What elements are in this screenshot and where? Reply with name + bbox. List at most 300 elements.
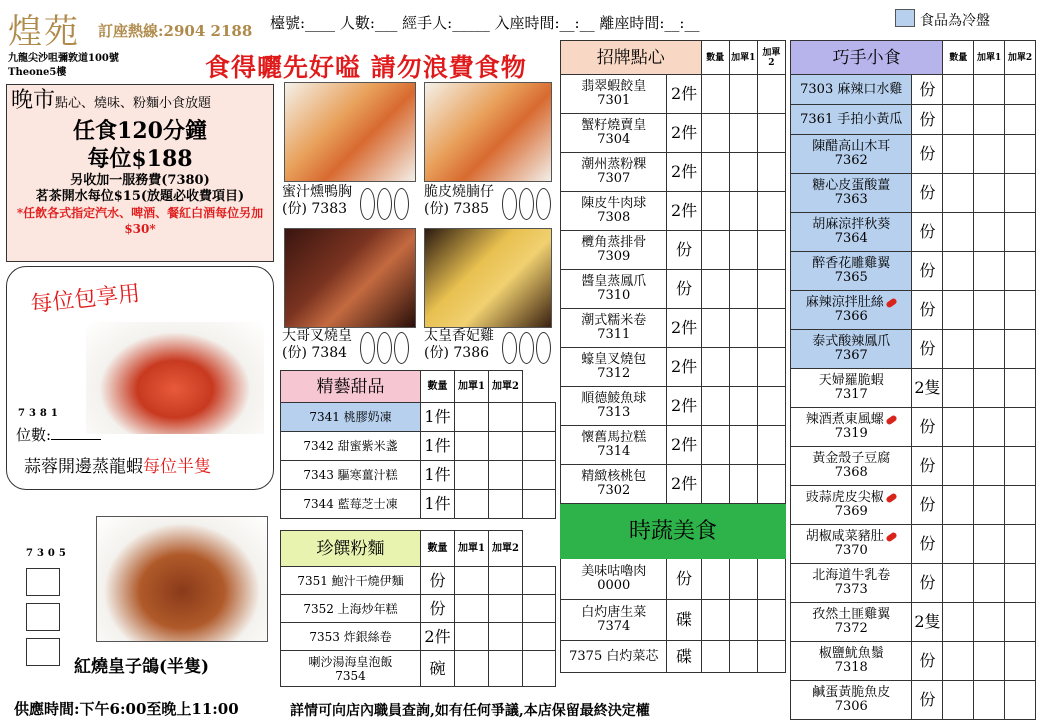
buffet-pricing-box: 晚市點心、燒味、粉麵小食放題 任食120分鐘 每位$188 另收加一服務費(7380) 茗茶開水每位$15(放題必收費項目) *任飲各式指定汽水、啤酒、餐紅白酒每位另加$30* — [6, 84, 274, 262]
pigeon-qty-box-1[interactable] — [26, 568, 60, 596]
snack-item-name: 豉蒜虎皮尖椒 7369 — [791, 486, 912, 525]
veg-row — [561, 641, 786, 673]
bbq-name: 蜜汁燻鴨胸 — [282, 184, 352, 200]
qty-cell[interactable] — [701, 348, 729, 387]
qty-cell[interactable] — [1005, 564, 1036, 603]
qty-cell[interactable] — [1005, 213, 1036, 252]
signature-item-code: 7304 — [597, 132, 631, 147]
restaurant-address: 九龍尖沙咀彌敦道100號 Theone5樓 — [8, 53, 119, 78]
bbq-caption — [424, 184, 494, 218]
qty-cell[interactable] — [523, 490, 556, 519]
veg-item-name: 7375 白灼菜芯 — [561, 641, 667, 673]
signature-item-name: 翡翠蝦餃皇 7301 — [561, 75, 667, 114]
snack-item-name: 7361 手拍小黃瓜 — [791, 105, 912, 135]
dessert-row — [281, 403, 556, 432]
dessert-row — [281, 490, 556, 519]
qty-cell[interactable] — [943, 564, 974, 603]
bbq-code: (份) 7386 — [424, 345, 490, 361]
snack-item-name: 7303 麻辣口水雞 — [791, 75, 912, 105]
qty-cell[interactable] — [974, 525, 1005, 564]
signature-item-unit: 份 — [667, 270, 701, 309]
bbq-qty-oval[interactable] — [394, 188, 409, 220]
bbq-name: 脆皮燒腩仔 — [424, 184, 494, 200]
qty-cell[interactable] — [455, 651, 489, 687]
qty-cell[interactable] — [943, 105, 974, 135]
signature-item-code: 7311 — [597, 327, 631, 342]
signature-item-unit: 份 — [667, 231, 701, 270]
signature-item-code: 7310 — [597, 288, 631, 303]
qty-cell[interactable] — [1005, 252, 1036, 291]
signature-item-unit: 2件 — [667, 114, 701, 153]
snack-item-code: 7368 — [834, 465, 868, 480]
qty-cell[interactable] — [943, 603, 974, 642]
qty-cell[interactable] — [1005, 330, 1036, 369]
restaurant-logo: 煌苑 — [8, 12, 80, 52]
qty-cell[interactable] — [974, 174, 1005, 213]
veg-item-code: 7374 — [597, 619, 631, 634]
pigeon-code: 7305 — [26, 548, 70, 559]
booking-hotline: 訂座熱線:2904 2188 — [98, 22, 253, 40]
qty-cell[interactable] — [455, 461, 489, 490]
signature-item-name: 蟹籽燒賣皇 7304 — [561, 114, 667, 153]
qty-cell[interactable] — [943, 330, 974, 369]
snack-row — [791, 603, 1036, 642]
snack-item-code: 7366 — [834, 309, 868, 324]
dessert-item-name: 7341 桃膠奶凍 — [281, 403, 421, 432]
qty-cell[interactable] — [729, 153, 757, 192]
snack-item-unit: 份 — [912, 330, 943, 369]
qty-cell[interactable] — [974, 135, 1005, 174]
snack-item-name: 麻辣涼拌肚絲 7366 — [791, 291, 912, 330]
qty-cell[interactable] — [701, 600, 729, 641]
lobster-desc: 蒜蓉開邊蒸龍蝦每位半隻 — [24, 457, 211, 477]
qty-cell[interactable] — [974, 291, 1005, 330]
buffet-price: 每位$188 — [87, 146, 193, 172]
signature-item-code: 7301 — [597, 93, 631, 108]
veg-row — [561, 559, 786, 600]
qty-cell[interactable] — [943, 135, 974, 174]
qty-cell[interactable] — [489, 461, 523, 490]
veg-item-unit: 碟 — [667, 641, 701, 673]
qty-cell[interactable] — [757, 75, 785, 114]
qty-cell[interactable] — [757, 600, 785, 641]
qty-cell[interactable] — [701, 387, 729, 426]
qty-cell[interactable] — [943, 408, 974, 447]
dessert-item-unit: 1件 — [421, 490, 455, 519]
chili-icon — [885, 531, 897, 542]
qty-cell[interactable] — [974, 681, 1005, 720]
chili-icon — [885, 492, 897, 503]
noodle-item-code: 7354 — [335, 668, 366, 683]
qty-cell[interactable] — [757, 559, 785, 600]
qty-cell[interactable] — [1005, 642, 1036, 681]
qty-cell[interactable] — [1005, 174, 1036, 213]
bbq-photo-charsiu — [284, 228, 416, 328]
signature-item-name: 潮州蒸粉粿 7307 — [561, 153, 667, 192]
snack-item-unit: 份 — [912, 252, 943, 291]
noodle-item-name: 7353 炸銀絲卷 — [281, 623, 421, 651]
snack-item-name: 胡椒咸菜豬肚 7370 — [791, 525, 912, 564]
qty-cell[interactable] — [489, 490, 523, 519]
qty-cell[interactable] — [943, 213, 974, 252]
lobster-title: 每位包享用 — [29, 281, 142, 318]
snack-item-code: 7306 — [834, 699, 868, 714]
signature-row — [561, 270, 786, 309]
snack-item-name: 椒鹽魷魚鬚 7318 — [791, 642, 912, 681]
qty-cell[interactable] — [757, 309, 785, 348]
snack-item-unit: 2隻 — [912, 369, 943, 408]
qty-cell[interactable] — [974, 369, 1005, 408]
snack-item-unit: 份 — [912, 174, 943, 213]
dessert-item-name: 7342 甜蜜紫米盞 — [281, 432, 421, 461]
bbq-photo-duck — [284, 82, 416, 182]
qty-cell[interactable] — [729, 559, 757, 600]
qty-cell[interactable] — [1005, 525, 1036, 564]
qty-cell[interactable] — [943, 486, 974, 525]
snack-item-unit: 份 — [912, 213, 943, 252]
qty-cell[interactable] — [974, 603, 1005, 642]
qty-cell[interactable] — [729, 114, 757, 153]
qty-cell[interactable] — [523, 403, 556, 432]
snack-item-unit: 2隻 — [912, 603, 943, 642]
bbq-name: 大哥叉燒皇 — [282, 328, 352, 344]
snack-item-code: 7372 — [834, 621, 868, 636]
snack-item-unit: 份 — [912, 564, 943, 603]
qty-cell[interactable] — [757, 153, 785, 192]
signature-row — [561, 75, 786, 114]
snack-row — [791, 174, 1036, 213]
snack-item-unit: 份 — [912, 105, 943, 135]
snack-item-name: 胡麻涼拌秋葵 7364 — [791, 213, 912, 252]
signature-row — [561, 231, 786, 270]
qty-cell[interactable] — [701, 465, 729, 504]
qty-cell[interactable] — [729, 192, 757, 231]
bbq-code: (份) 7384 — [282, 345, 348, 361]
bbq-qty-oval[interactable] — [519, 332, 534, 364]
dessert-item-unit: 1件 — [421, 461, 455, 490]
qty-cell[interactable] — [523, 595, 556, 623]
signature-item-unit: 2件 — [667, 387, 701, 426]
qty-cell[interactable] — [523, 651, 556, 687]
noodle-title: 珍饌粉麵 — [281, 531, 421, 567]
dessert-item-name: 7344 藍莓芝士凍 — [281, 490, 421, 519]
bbq-qty-oval[interactable] — [536, 188, 551, 220]
qty-cell[interactable] — [729, 348, 757, 387]
bbq-qty-oval[interactable] — [502, 188, 517, 220]
qty-cell[interactable] — [489, 651, 523, 687]
signature-row — [561, 387, 786, 426]
snack-row — [791, 447, 1036, 486]
snack-item-name: 陳醋高山木耳 7362 — [791, 135, 912, 174]
qty-cell[interactable] — [757, 114, 785, 153]
qty-cell[interactable] — [943, 174, 974, 213]
qty-cell[interactable] — [701, 559, 729, 600]
signature-item-name: 懷舊馬拉糕 7314 — [561, 426, 667, 465]
signature-item-unit: 2件 — [667, 309, 701, 348]
bbq-caption — [424, 328, 494, 362]
qty-cell[interactable] — [943, 291, 974, 330]
qty-cell[interactable] — [757, 426, 785, 465]
noodle-item-name: 7351 鮑汁干燒伊麵 — [281, 567, 421, 595]
snack-row — [791, 681, 1036, 720]
signature-item-code: 7309 — [597, 249, 631, 264]
dessert-item-unit: 1件 — [421, 432, 455, 461]
pigeon-photo — [96, 516, 268, 642]
veg-item-unit: 碟 — [667, 600, 701, 641]
snack-item-name: 孜然土匪雞翼 7372 — [791, 603, 912, 642]
qty-cell[interactable] — [1005, 486, 1036, 525]
qty-cell[interactable] — [974, 105, 1005, 135]
snack-item-code: 7318 — [834, 660, 868, 675]
qty-cell[interactable] — [974, 486, 1005, 525]
signature-item-name: 精緻核桃包 7302 — [561, 465, 667, 504]
snack-item-code: 7317 — [834, 387, 868, 402]
supply-hours: 供應時間:下午6:00至晚上11:00 — [14, 700, 239, 718]
qty-cell[interactable] — [974, 213, 1005, 252]
qty-cell[interactable] — [757, 641, 785, 673]
qty-cell[interactable] — [701, 231, 729, 270]
dessert-table: 精藝甜品 數量 加單1 加單2 7341 桃膠奶凍 1件 7342 甜蜜紫米盞 1件 7343 驅寒薑汁糕 1件 7344 藍莓芝士凍 1件 — [280, 370, 556, 519]
signature-item-code: 7312 — [597, 366, 631, 381]
snack-item-name: 北海道牛乳卷 7373 — [791, 564, 912, 603]
qty-cell[interactable] — [1005, 681, 1036, 720]
buffet-duration: 任食120分鐘 — [73, 118, 207, 144]
signature-item-unit: 2件 — [667, 153, 701, 192]
signature-item-unit: 2件 — [667, 75, 701, 114]
qty-cell[interactable] — [1005, 105, 1036, 135]
qty-cell[interactable] — [455, 490, 489, 519]
qty-cell[interactable] — [757, 387, 785, 426]
bbq-qty-oval[interactable] — [377, 188, 392, 220]
bbq-qty-oval[interactable] — [360, 332, 375, 364]
qty-cell[interactable] — [943, 642, 974, 681]
snack-row — [791, 330, 1036, 369]
qty-cell[interactable] — [729, 270, 757, 309]
snack-row — [791, 408, 1036, 447]
qty-cell[interactable] — [701, 114, 729, 153]
signature-table: 招牌點心 數量 加單1 加單 2 翡翠蝦餃皇 7301 2件 蟹籽燒賣皇 7304 2件 潮州蒸粉粿 7307 2件 陳皮牛肉球 7308 2件 欖角蒸排骨 7309 份 醬皇蒸鳳爪 7310 份 潮式糯米卷 7311 2件 蠔皇叉燒包 7312 2件 順德鯪魚球 7313 2件 懷舊馬拉糕 7314 2件 精緻核桃包 7302 2件 — [560, 40, 786, 504]
qty-cell[interactable] — [729, 75, 757, 114]
qty-cell[interactable] — [757, 192, 785, 231]
qty-cell[interactable] — [455, 432, 489, 461]
bbq-qty-oval[interactable] — [502, 332, 517, 364]
veg-item-name: 美味咕嚕肉 0000 — [561, 559, 667, 600]
footer-note: 詳情可向店內職員查詢,如有任何爭議,本店保留最終決定權 — [290, 703, 650, 719]
qty-cell[interactable] — [729, 309, 757, 348]
bbq-code: (份) 7385 — [424, 201, 490, 217]
snack-item-code: 7369 — [834, 504, 868, 519]
snack-item-code: 7367 — [834, 348, 868, 363]
snack-item-unit: 份 — [912, 408, 943, 447]
qty-cell[interactable] — [729, 465, 757, 504]
pigeon-qty-box-2[interactable] — [26, 603, 60, 631]
qty-cell[interactable] — [701, 75, 729, 114]
signature-row — [561, 348, 786, 387]
snack-row — [791, 135, 1036, 174]
snacks-title: 巧手小食 — [791, 41, 943, 75]
qty-cell[interactable] — [757, 270, 785, 309]
qty-cell[interactable] — [974, 75, 1005, 105]
qty-cell[interactable] — [1005, 447, 1036, 486]
lobster-photo — [86, 322, 264, 434]
qty-cell[interactable] — [974, 408, 1005, 447]
signature-item-name: 潮式糯米卷 7311 — [561, 309, 667, 348]
qty-cell[interactable] — [523, 432, 556, 461]
qty-cell[interactable] — [701, 426, 729, 465]
bbq-qty-oval[interactable] — [377, 332, 392, 364]
qty-cell[interactable] — [1005, 75, 1036, 105]
qty-cell[interactable] — [757, 231, 785, 270]
snack-item-unit: 份 — [912, 525, 943, 564]
qty-cell[interactable] — [974, 642, 1005, 681]
snack-item-unit: 份 — [912, 681, 943, 720]
signature-item-code: 7308 — [597, 210, 631, 225]
signature-row — [561, 309, 786, 348]
qty-cell[interactable] — [1005, 135, 1036, 174]
signature-item-code: 7314 — [597, 444, 631, 459]
signature-item-unit: 2件 — [667, 348, 701, 387]
order-info-fields[interactable]: 檯號:____ 人數:___ 經手人:_____ 入座時間:__:__ 離座時間:__:__ — [270, 14, 700, 32]
snack-item-name: 泰式酸辣鳳爪 7367 — [791, 330, 912, 369]
slogan: 食得曬先好嗌 請勿浪費食物 — [205, 53, 527, 82]
qty-cell[interactable] — [943, 75, 974, 105]
snack-row — [791, 486, 1036, 525]
dessert-title: 精藝甜品 — [281, 371, 421, 403]
qty-cell[interactable] — [701, 309, 729, 348]
snack-row — [791, 213, 1036, 252]
qty-cell[interactable] — [1005, 408, 1036, 447]
snacks-table: 巧手小食 數量 加單1 加單2 7303 麻辣口水雞 份 7361 手拍小黃瓜 份 陳醋高山木耳 7362 份 糖心皮蛋酸薑 7363 份 胡麻涼拌秋葵 7364 份 醉香花雕雞翼 7365 份 麻辣涼拌肚絲 7366 份 泰式酸辣鳳爪 7367 份 天婦羅脆蝦 7317 2隻 辣酒煮東風螺 7319 份 黃金殼子豆腐 7368 份 豉蒜虎皮尖椒 7369 份 胡椒咸菜豬肚 7370 份 北海道牛乳卷 7373 份 孜然土匪雞翼 7372 2隻 椒鹽魷魚鬚 7318 份 鹹蛋黃脆魚皮 7306 份 — [790, 40, 1036, 720]
qty-cell[interactable] — [489, 403, 523, 432]
qty-cell[interactable] — [455, 567, 489, 595]
noodle-item-name: 7352 上海炒年糕 — [281, 595, 421, 623]
signature-row — [561, 192, 786, 231]
pigeon-desc: 紅燒皇子鴿(半隻) — [74, 657, 210, 677]
qty-cell[interactable] — [943, 447, 974, 486]
qty-cell[interactable] — [489, 567, 523, 595]
lobster-code: 7381 — [18, 408, 62, 419]
qty-cell[interactable] — [455, 623, 489, 651]
qty-cell[interactable] — [729, 641, 757, 673]
snack-item-code: 7364 — [834, 231, 868, 246]
snack-row — [791, 564, 1036, 603]
snack-item-name: 黃金殼子豆腐 7368 — [791, 447, 912, 486]
snack-row — [791, 252, 1036, 291]
snack-row — [791, 75, 1036, 105]
qty-cell[interactable] — [701, 641, 729, 673]
qty-cell[interactable] — [974, 330, 1005, 369]
snack-item-unit: 份 — [912, 135, 943, 174]
veg-item-name: 白灼唐生菜 7374 — [561, 600, 667, 641]
qty-cell[interactable] — [729, 231, 757, 270]
qty-cell[interactable] — [489, 623, 523, 651]
qty-cell[interactable] — [729, 600, 757, 641]
snack-row — [791, 291, 1036, 330]
noodle-row — [281, 651, 556, 687]
bbq-photo-chicken — [424, 228, 552, 328]
noodle-item-unit: 碗 — [421, 651, 455, 687]
signature-item-name: 醬皇蒸鳳爪 7310 — [561, 270, 667, 309]
qty-cell[interactable] — [943, 525, 974, 564]
cold-dish-legend-label: 食品為冷盤 — [920, 13, 990, 29]
signature-item-name: 陳皮牛肉球 7308 — [561, 192, 667, 231]
dessert-item-name: 7343 驅寒薑汁糕 — [281, 461, 421, 490]
veg-table — [560, 504, 786, 673]
bbq-qty-oval[interactable] — [360, 188, 375, 220]
signature-title: 招牌點心 — [561, 41, 702, 75]
qty-cell[interactable] — [489, 595, 523, 623]
noodle-item-unit: 2件 — [421, 623, 455, 651]
qty-cell[interactable] — [523, 461, 556, 490]
qty-cell[interactable] — [523, 623, 556, 651]
signature-row — [561, 153, 786, 192]
snack-row — [791, 369, 1036, 408]
snack-row — [791, 642, 1036, 681]
qty-cell[interactable] — [455, 403, 489, 432]
qty-cell[interactable] — [729, 426, 757, 465]
qty-cell[interactable] — [757, 465, 785, 504]
signature-row — [561, 426, 786, 465]
bbq-qty-oval[interactable] — [536, 332, 551, 364]
noodle-item-unit: 份 — [421, 567, 455, 595]
snack-item-unit: 份 — [912, 447, 943, 486]
signature-item-name: 蠔皇叉燒包 7312 — [561, 348, 667, 387]
qty-cell[interactable] — [523, 567, 556, 595]
snack-row — [791, 525, 1036, 564]
qty-cell[interactable] — [757, 348, 785, 387]
chili-icon — [885, 414, 897, 425]
bbq-qty-oval[interactable] — [394, 332, 409, 364]
veg-item-unit: 份 — [667, 559, 701, 600]
qty-cell[interactable] — [701, 153, 729, 192]
snack-item-name: 醉香花雕雞翼 7365 — [791, 252, 912, 291]
snack-item-code: 7363 — [834, 192, 868, 207]
veg-title: 時蔬美食 — [561, 505, 786, 559]
qty-cell[interactable] — [455, 595, 489, 623]
qty-cell[interactable] — [489, 432, 523, 461]
bbq-qty-oval[interactable] — [519, 188, 534, 220]
qty-cell[interactable] — [943, 369, 974, 408]
qty-cell[interactable] — [1005, 603, 1036, 642]
snack-item-code: 7373 — [834, 582, 868, 597]
qty-cell[interactable] — [974, 564, 1005, 603]
signature-item-code: 7313 — [597, 405, 631, 420]
snack-item-unit: 份 — [912, 75, 943, 105]
snack-item-code: 7365 — [834, 270, 868, 285]
signature-item-name: 順德鯪魚球 7313 — [561, 387, 667, 426]
signature-item-unit: 2件 — [667, 192, 701, 231]
noodle-row — [281, 567, 556, 595]
qty-cell[interactable] — [1005, 291, 1036, 330]
qty-cell[interactable] — [974, 447, 1005, 486]
dessert-row — [281, 461, 556, 490]
bbq-caption — [282, 328, 352, 362]
qty-cell[interactable] — [943, 681, 974, 720]
noodle-row — [281, 595, 556, 623]
qty-cell[interactable] — [943, 252, 974, 291]
qty-cell[interactable] — [701, 270, 729, 309]
qty-cell[interactable] — [701, 192, 729, 231]
lobster-qty-field[interactable]: 位數: — [16, 424, 101, 445]
veg-item-code: 0000 — [597, 578, 631, 593]
bbq-caption — [282, 184, 352, 218]
qty-cell[interactable] — [974, 252, 1005, 291]
qty-cell[interactable] — [729, 387, 757, 426]
qty-cell[interactable] — [1005, 369, 1036, 408]
noodle-item-unit: 份 — [421, 595, 455, 623]
pigeon-qty-box-3[interactable] — [26, 638, 60, 666]
chili-icon — [885, 297, 897, 308]
